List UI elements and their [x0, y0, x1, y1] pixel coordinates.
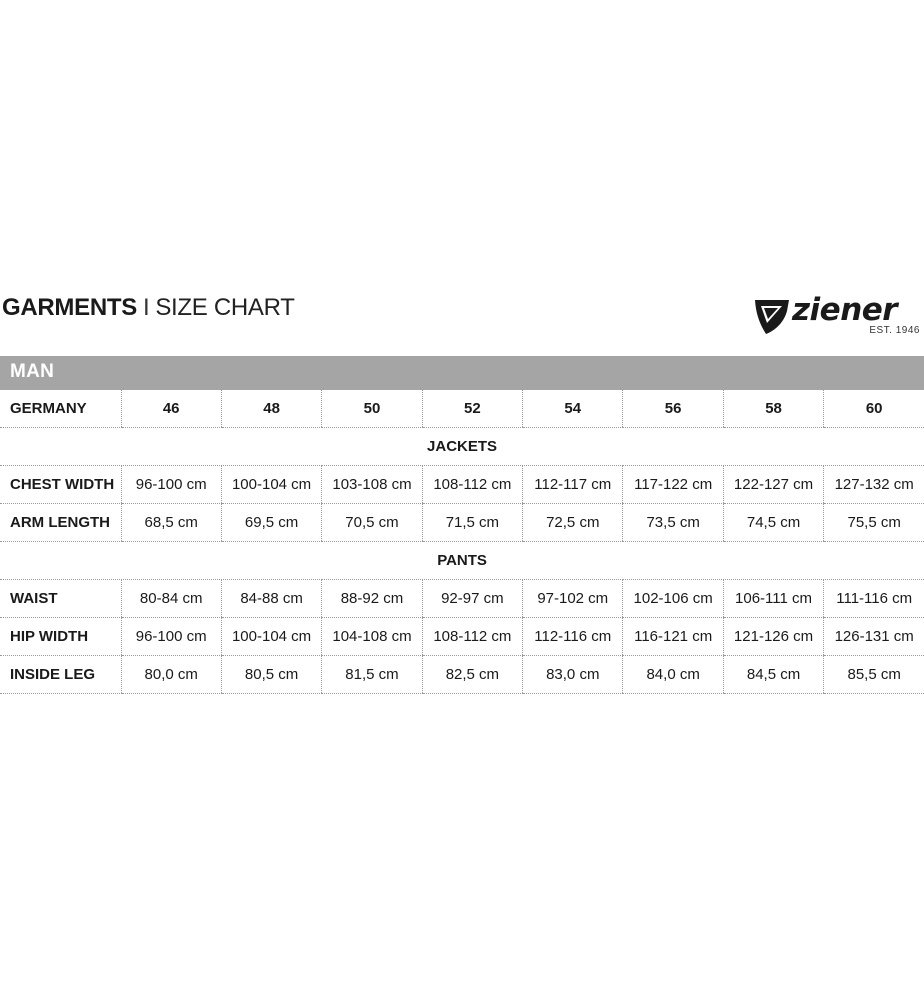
header-label: GERMANY: [0, 390, 121, 428]
size-header-cell: 60: [824, 390, 924, 428]
size-header-cell: 58: [723, 390, 823, 428]
measurement-cell: 116-121 cm: [623, 618, 723, 656]
size-header-cell: 52: [422, 390, 522, 428]
ziener-shield-icon: [752, 296, 792, 336]
title-size-chart: SIZE CHART: [155, 294, 295, 321]
measurement-cell: 117-122 cm: [623, 466, 723, 504]
measurement-cell: 68,5 cm: [121, 504, 221, 542]
row-label: HIP WIDTH: [0, 618, 121, 656]
page-title: [2, 292, 295, 324]
logo-tagline: EST. 1946: [869, 325, 920, 336]
measurement-cell: 104-108 cm: [322, 618, 422, 656]
brand-logo: [752, 294, 924, 346]
measurement-cell: 103-108 cm: [322, 466, 422, 504]
measurement-cell: 97-102 cm: [523, 580, 623, 618]
measurement-cell: 121-126 cm: [723, 618, 823, 656]
measurement-cell: 96-100 cm: [121, 466, 221, 504]
measurement-cell: 102-106 cm: [623, 580, 723, 618]
table-row: [0, 618, 924, 656]
band-label: MAN: [10, 361, 55, 382]
measurement-cell: 100-104 cm: [221, 618, 321, 656]
size-header-cell: 56: [623, 390, 723, 428]
section-title-row: [0, 428, 924, 466]
row-label: WAIST: [0, 580, 121, 618]
measurement-cell: 84,0 cm: [623, 656, 723, 694]
table-header-row: [0, 390, 924, 428]
measurement-cell: 69,5 cm: [221, 504, 321, 542]
measurement-cell: 80,0 cm: [121, 656, 221, 694]
measurement-cell: 83,0 cm: [523, 656, 623, 694]
table-row: [0, 466, 924, 504]
title-garments: GARMENTS: [2, 294, 137, 321]
measurement-cell: 96-100 cm: [121, 618, 221, 656]
size-header-cell: 54: [523, 390, 623, 428]
measurement-cell: 106-111 cm: [723, 580, 823, 618]
title-separator: I: [142, 294, 150, 321]
section-title-row: [0, 542, 924, 580]
table-row: [0, 580, 924, 618]
size-header-cell: 48: [221, 390, 321, 428]
row-label: CHEST WIDTH: [0, 466, 121, 504]
size-header-cell: 46: [121, 390, 221, 428]
measurement-cell: 71,5 cm: [422, 504, 522, 542]
measurement-cell: 81,5 cm: [322, 656, 422, 694]
table-row: [0, 504, 924, 542]
row-label: INSIDE LEG: [0, 656, 121, 694]
measurement-cell: 111-116 cm: [824, 580, 924, 618]
measurement-cell: 126-131 cm: [824, 618, 924, 656]
measurement-cell: 92-97 cm: [422, 580, 522, 618]
measurement-cell: 80-84 cm: [121, 580, 221, 618]
measurement-cell: 88-92 cm: [322, 580, 422, 618]
section-title: PANTS: [0, 542, 924, 580]
measurement-cell: 85,5 cm: [824, 656, 924, 694]
measurement-cell: 73,5 cm: [623, 504, 723, 542]
measurement-cell: 84-88 cm: [221, 580, 321, 618]
section-band-man: [0, 356, 924, 390]
measurement-cell: 108-112 cm: [422, 466, 522, 504]
logo-wordmark: ziener: [792, 292, 898, 328]
measurement-cell: 100-104 cm: [221, 466, 321, 504]
size-chart-body: [0, 390, 924, 694]
measurement-cell: 112-116 cm: [523, 618, 623, 656]
measurement-cell: 75,5 cm: [824, 504, 924, 542]
measurement-cell: 70,5 cm: [322, 504, 422, 542]
measurement-cell: 112-117 cm: [523, 466, 623, 504]
size-header-cell: 50: [322, 390, 422, 428]
measurement-cell: 74,5 cm: [723, 504, 823, 542]
row-label: ARM LENGTH: [0, 504, 121, 542]
measurement-cell: 80,5 cm: [221, 656, 321, 694]
measurement-cell: 84,5 cm: [723, 656, 823, 694]
measurement-cell: 82,5 cm: [422, 656, 522, 694]
measurement-cell: 72,5 cm: [523, 504, 623, 542]
section-title: JACKETS: [0, 428, 924, 466]
measurement-cell: 108-112 cm: [422, 618, 522, 656]
measurement-cell: 122-127 cm: [723, 466, 823, 504]
measurement-cell: 127-132 cm: [824, 466, 924, 504]
size-chart-table: [0, 390, 924, 694]
table-row: [0, 656, 924, 694]
